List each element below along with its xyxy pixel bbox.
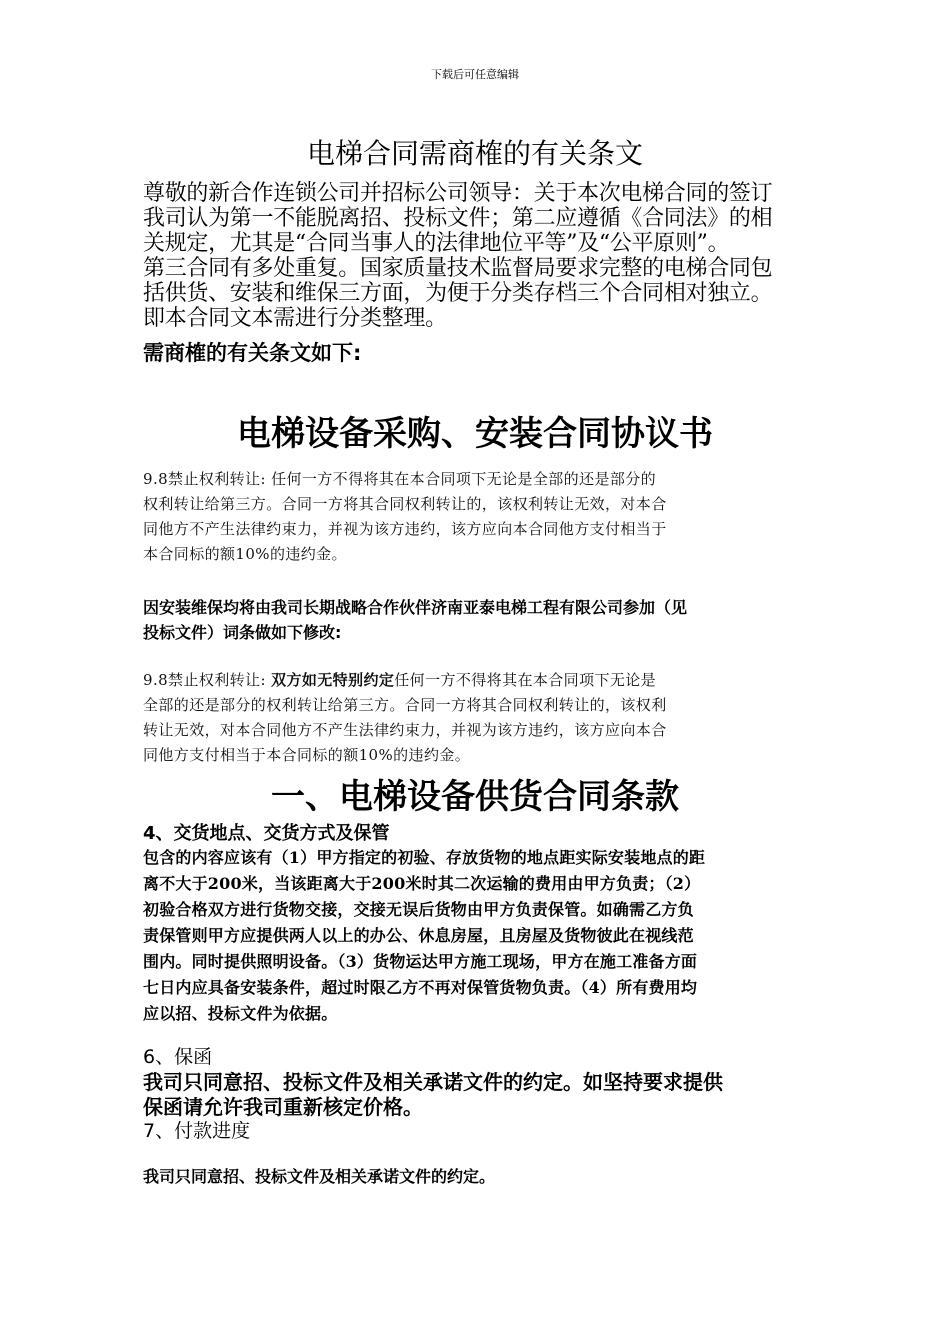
intro-line: 关规定，尤其是“合同当事人的法律地位平等”及“公平原则”。 (143, 231, 730, 256)
clause-revised-line: 全部的还是部分的权利转让给第三方。合同一方将其合同权利转让的，该权利 (143, 696, 667, 714)
clause-revised-emphasis: 双方如无特别约定 (271, 671, 395, 689)
clause-original-line: 同他方不产生法律约束力，并视为该方违约，该方应向本合同他方支付相当于 (143, 520, 667, 538)
header-note: 下载后可任意编辑 (431, 68, 519, 81)
agreement-title: 电梯设备采购、安装合同协议书 (237, 414, 713, 454)
item4-line: 七日内应具备安装条件，超过时限乙方不再对保管货物负责。（4）所有费用均 (143, 978, 698, 997)
item4-line: 应以招、投标文件为依据。 (143, 1004, 338, 1023)
clause-original-line: 本合同标的额10%的违约金。 (143, 545, 347, 563)
item7-heading: 7、付款进度 (143, 1120, 251, 1142)
item4-line: 包含的内容应该有（1）甲方指定的初验、存放货物的地点距实际安装地点的距 (143, 848, 706, 867)
item4-heading: 4、交货地点、交货方式及保管 (143, 823, 390, 844)
modification-note-line: 投标文件）词条做如下修改: (143, 623, 342, 642)
item6-heading: 6、保函 (143, 1046, 213, 1068)
document-title: 电梯合同需商榷的有关条文 (306, 137, 643, 170)
item6-line: 保函请允许我司重新核定价格。 (143, 1095, 423, 1119)
clause-original-line: 权利转让给第三方。合同一方将其合同权利转让的，该权利转让无效，对本合 (143, 495, 667, 513)
section1-title: 一、电梯设备供货合同条款 (271, 777, 679, 817)
clause-original-line: 9.8禁止权利转让: 任何一方不得将其在本合同项下无论是全部的还是部分的 (143, 470, 657, 488)
intro-line: 第三合同有多处重复。国家质量技术监督局要求完整的电梯合同包 (143, 256, 773, 281)
intro-line: 我司认为第一不能脱离招、投标文件；第二应遵循《合同法》的相 (143, 206, 773, 231)
intro-line: 括供货、安装和维保三方面，为便于分类存档三个合同相对独立。 (143, 281, 773, 306)
item4-line: 离不大于200米，当该距离大于200米时其二次运输的费用由甲方负责；（2） (143, 874, 701, 893)
clause-revised-line: 同他方支付相当于本合同标的额10%的违约金。 (143, 746, 471, 764)
item4-line: 初验合格双方进行货物交接，交接无误后货物由甲方负责保管。如确需乙方负 (143, 900, 694, 919)
clause-revised-line: 转让无效，对本合同他方不产生法律约束力，并视为该方违约，该方应向本合 (143, 721, 667, 739)
clauses-heading: 需商榷的有关条文如下: (143, 341, 362, 365)
clause-revised-rest: 任何一方不得将其在本合同项下无论是 (394, 671, 657, 689)
item4-line: 责保管则甲方应提供两人以上的办公、休息房屋，且房屋及货物彼此在视线范 (143, 926, 694, 945)
clause-revised-line (143, 669, 656, 690)
intro-line: 尊敬的新合作连锁公司并招标公司领导：关于本次电梯合同的签订 (143, 181, 773, 206)
item7-text: 我司只同意招、投标文件及相关承诺文件的约定。 (143, 1167, 496, 1186)
item4-line: 围内。同时提供照明设备。（3）货物运达甲方施工现场，甲方在施工准备方面 (143, 952, 698, 971)
item6-line: 我司只同意招、投标文件及相关承诺文件的约定。如坚持要求提供 (143, 1070, 723, 1094)
modification-note-line: 因安装维保均将由我司长期战略合作伙伴济南亚泰电梯工程有限公司参加（见 (143, 598, 688, 617)
intro-line: 即本合同文本需进行分类整理。 (143, 306, 447, 331)
clause-revised-prefix: 9.8禁止权利转让: (143, 671, 272, 689)
